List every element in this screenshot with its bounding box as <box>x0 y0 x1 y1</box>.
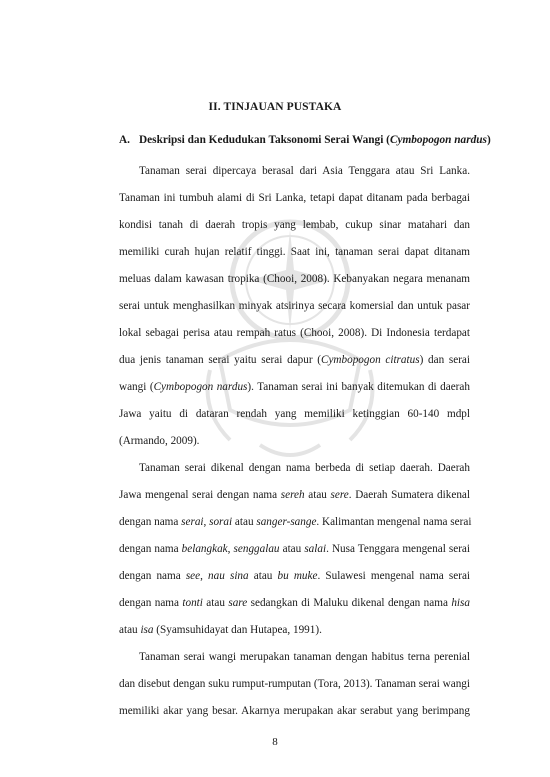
paragraph-line: lokal sebagai perisa atau rempah ratus (Chooi, 2008). Di Indonesia terdapat <box>119 327 470 339</box>
paragraph-line: dengan nama belangkak, senggalau atau salai. Nusa Tenggara mengenal serai <box>119 543 470 555</box>
section-title-close: ) <box>486 134 491 146</box>
section-heading <box>119 134 491 146</box>
paragraph-line: memiliki curah hujan relatif tinggi. Saat ini, tanaman serai dapat ditanam <box>119 246 470 258</box>
paragraph-line: dengan nama serai, sorai atau sanger-sange. Kalimantan mengenal nama serai <box>119 516 472 528</box>
paragraph-line: dengan nama see, nau sina atau bu muke. Sulawesi mengenal nama serai <box>119 570 471 582</box>
paragraph-line: dan disebut dengan suku rumput-rumputan (Tora, 2013). Tanaman serai wangi <box>119 678 470 690</box>
paragraph-line: dengan nama tonti atau sare sedangkan di Maluku dikenal dengan nama hisa <box>119 597 470 609</box>
paragraph-line: Jawa mengenal serai dengan nama sereh atau sere. Daerah Sumatera dikenal <box>119 489 470 501</box>
section-title: Deskripsi dan Kedudukan Taksonomi Serai Wangi ( <box>139 134 390 146</box>
paragraph-line: dua jenis tanaman serai yaitu serai dapur (Cymbopogon citratus) dan serai <box>119 354 471 366</box>
paragraph-line: memiliki akar yang besar. Akarnya merupakan akar serabut yang berimpang <box>119 705 470 717</box>
paragraph-line: Tanaman serai wangi merupakan tanaman dengan habitus terna perenial <box>139 651 470 663</box>
page-number: 8 <box>272 736 278 748</box>
paragraph-line: Tanaman serai dipercaya berasal dari Asia Tenggara atau Sri Lanka. <box>139 165 470 177</box>
paragraph-line: atau isa (Syamsuhidayat dan Hutapea, 1991). <box>119 624 322 636</box>
paragraph-line: kondisi tanah di daerah tropis yang lembab, cukup sinar matahari dan <box>119 219 470 231</box>
paragraph-line: Tanaman ini tumbuh alami di Sri Lanka, tetapi dapat ditanam pada berbagai <box>119 192 470 204</box>
paragraph-line: Jawa yaitu di dataran rendah yang memiliki ketinggian 60-140 mdpl <box>119 408 470 420</box>
section-title-italic: Cymbopogon nardus <box>389 134 487 146</box>
paragraph-line: wangi (Cymbopogon nardus). Tanaman serai ini banyak ditemukan di daerah <box>119 381 470 393</box>
paragraph-line: (Armando, 2009). <box>119 435 200 447</box>
paragraph-line: Tanaman serai dikenal dengan nama berbeda di setiap daerah. Daerah <box>139 462 470 474</box>
section-number: A. <box>119 134 130 146</box>
paragraph-line: serai untuk menghasilkan minyak atsirinya secara komersial dan untuk pasar <box>119 300 470 312</box>
chapter-title: II. TINJAUAN PUSTAKA <box>208 101 342 113</box>
paragraph-line: meluas dalam kawasan tropika (Chooi, 2008). Kebanyakan negara menanam <box>119 273 470 285</box>
